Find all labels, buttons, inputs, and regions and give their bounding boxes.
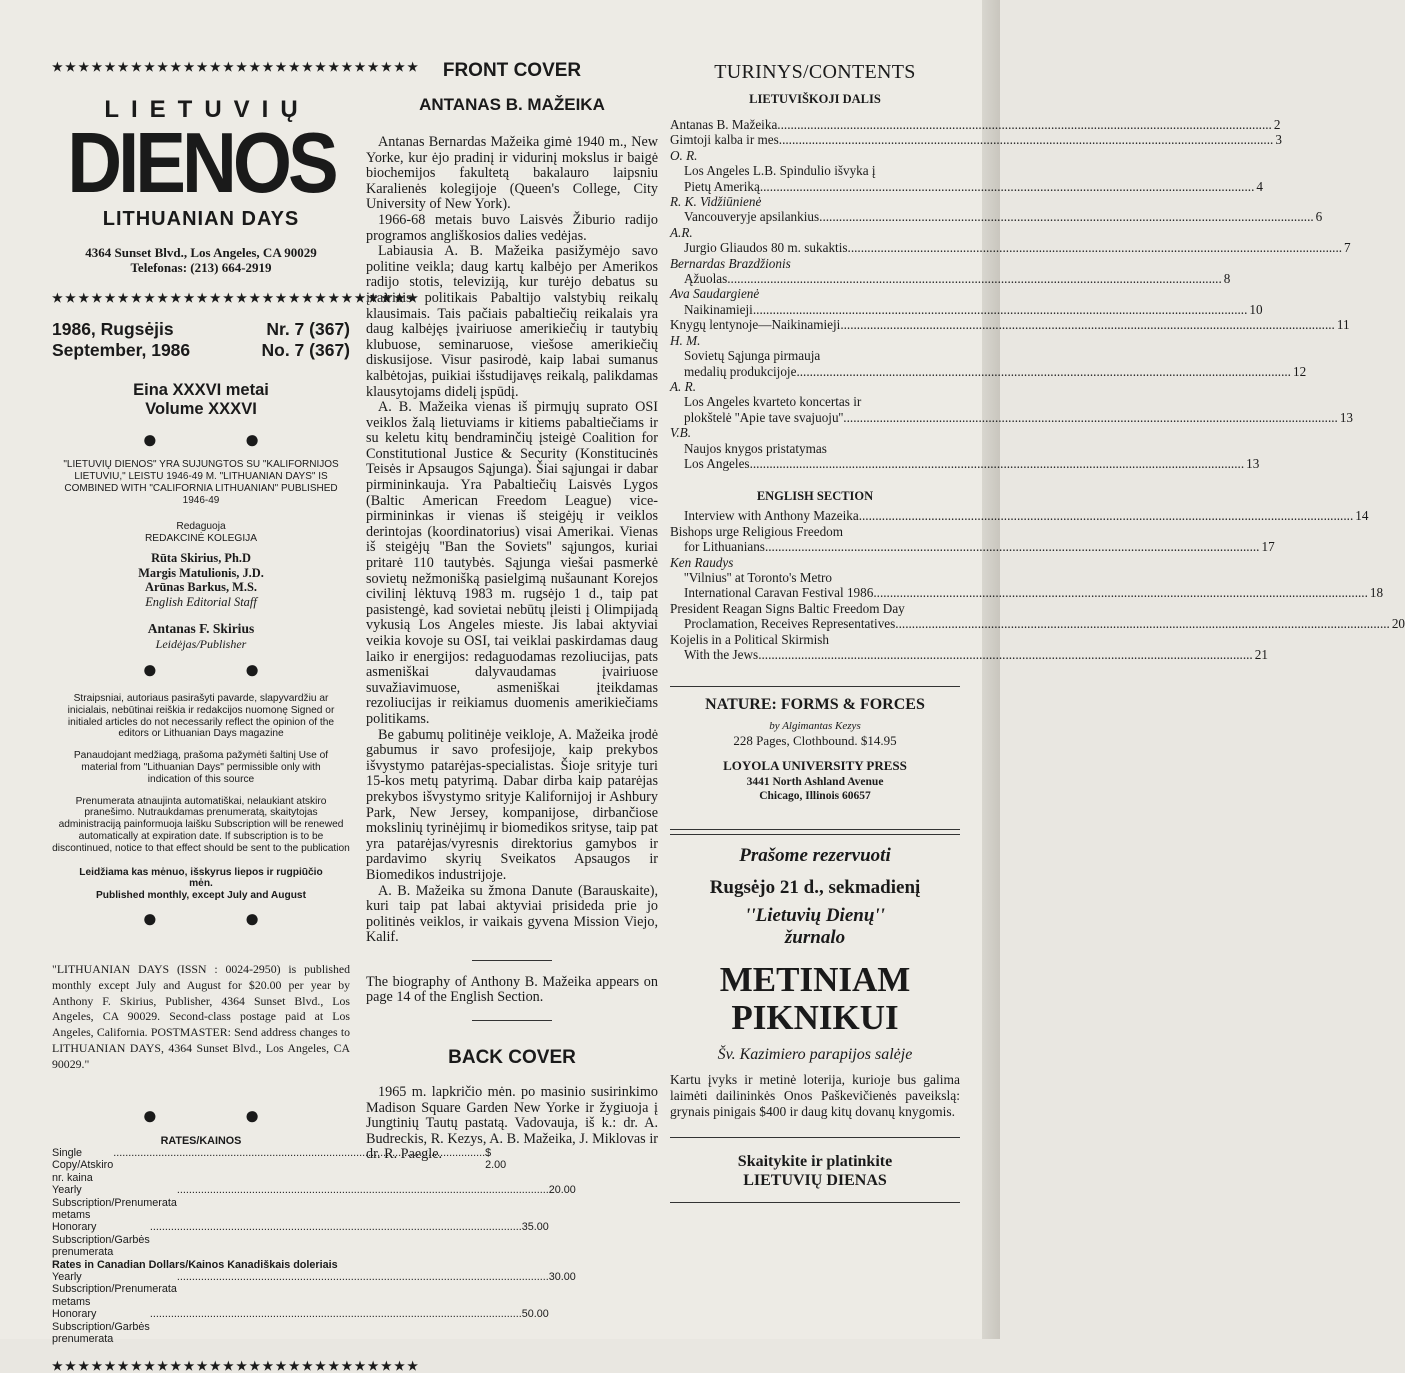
publisher-title: Leidėjas/Publisher (155, 637, 247, 651)
article-paragraph: Be gabumų politinėje veikloje, A. Mažeika įrodė gabumus ir savo profesijoje, kaip prekybos išvystymo patarėjas-specialistas. Šioje srityje turi 15-kos metų patyrimą. Dabar dirba kaip patarėjas prekybos išvystymo srityje Kalifornijoj ir Ashbury Park, New Jersey, kompanijose, dirbančiose mokslinių tyrinėjimų ir biomedikos srityse, taip pat yra patarėjas/vyresnis direktorius gamybos ir pardavimo skyrių Sveikatos Apsaugos ir Biomedikos industrijoje. (366, 726, 658, 883)
picnic-location: Šv. Kazimiero parapijos salėje (717, 1046, 913, 1064)
article-paragraph: A. B. Mažeika vienas iš pirmųjų suprato OSI veiklos žalą lietuviams ir kitiems pabaltiečiams ir su keletu kitų bendraminčių įsteigė Coalition for Constitutional Justice & Security (Konstitucinės Teisės ir Apsaugos Sąjunga). Šiai sąjungai ir dabar pirmininkauja. Yra Pabaltiečių Laisvės Lygos (Baltic American Freedom League) vice-pirmininkas ir vienas iš steigėjų ir veiklos derintojas (koordinatorius) visai Amerikai. Vienas iš steigėjų ''Ban the Soviets'' sąjungos, kuriai pritarė 110 tautybės. Sąjunga viešai pasmerkė sovietų nežmonišką pasielgimą nušaunant Korejos civilinį lėktuvą 1983 m. rugsėjo 1 d., taip pat pasistengė, kad sovietai nebūtų įleisti į Olimpijadą vykusią Los Angeles mieste. Jis labai aktyviai veikia kovoje su OSI, tai veiklai paskirdamas daug laiko ir energijos: redaguodamas rezoliucijas, pats asmeniškai dalyvaudamas įvairiuose suvažiavimuose, asmeniškai įteikdamas rezoliucijas ir reikiamus duomenis amerikiečiams politikams. (366, 399, 658, 727)
contents-heading: TURINYS/CONTENTS (714, 61, 916, 83)
toc-title: Interview with Anthony Mazeika (684, 508, 859, 524)
toc-title: Antanas B. Mažeika (670, 117, 778, 132)
toc-entry (670, 647, 1268, 662)
issue-date-lt: 1986, Rugsėjis (52, 319, 174, 339)
cover-story-column (366, 0, 658, 1163)
book-ad-details: 228 Pages, Clothbound. $14.95 (733, 733, 897, 749)
rate-row: Yearly Subscription/Prenumerata metams ..... 30.00 (52, 1271, 350, 1308)
toc-author: H. M. (670, 332, 701, 348)
lt-section-heading: LIETUVIŠKOJI DALIS (749, 92, 881, 106)
toc-title: Los Angeles L.B. Spindulio išvyka į (684, 163, 876, 179)
volume-lt: Eina XXXVI metai (133, 381, 269, 399)
editor-name: Arūnas Barkus, M.S. (145, 580, 257, 594)
section-rule (670, 829, 960, 830)
combined-notice: "LIETUVIŲ DIENOS" YRA SUJUNGTOS SU "KALIFORNIJOS LIETUVIU," LEISTU 1946-49 M. "LITHUANIAN DAYS" IS COMBINED WITH "CALIFORNIA LITHUANIAN" PUBLISHED 1946-49 (63, 459, 339, 506)
published-monthly-lt: Leidžiama kas mėnuo, išskyrus liepos ir rugpiūčio mėn. (79, 866, 323, 890)
toc-entry (670, 348, 960, 363)
toc-entry (670, 240, 1351, 256)
toc-entry (670, 632, 960, 647)
toc-entry (670, 363, 1307, 379)
book-ad-author: by Algimantas Kezys (769, 720, 861, 733)
toc-title: International Caravan Festival 1986 (684, 585, 874, 601)
toc-title: ''Vilnius'' at Toronto's Metro (684, 569, 833, 585)
toc-title: Proclamation, Receives Representatives (684, 616, 896, 632)
toc-page-number: 21 (1254, 647, 1268, 662)
toc-author: Ava Saudargienė (670, 286, 760, 302)
toc-title: With the Jews (684, 647, 759, 662)
section-rule (670, 1202, 960, 1203)
picnic-reserve: Prašome rezervuoti (739, 845, 891, 867)
bullet-divider: ● ● (142, 903, 300, 933)
toc-author: A.R. (670, 224, 693, 240)
toc-title: Naujos knygos pristatymas (684, 440, 827, 456)
toc-page-number: 10 (1249, 301, 1263, 317)
toc-entry (670, 209, 1323, 225)
section-rule (670, 834, 960, 835)
toc-title: Naikinamieji (684, 301, 753, 317)
phone: Telefonas: (213) 664-2919 (130, 260, 272, 275)
notice-signed-articles: Straipsniai, autoriaus pasirašyti pavarde, slapyvardžiu ar inicialais, nebūtinai reiškia ir redakcijos nuomonę Signed or initialed articles do not necessarily reflect the opinion of the editors or Lithuanian Days magazine (67, 693, 335, 740)
toc-author: A. R. (670, 378, 697, 394)
editorial-board-label: REDAKCINĖ KOLEGIJA (144, 533, 258, 544)
toc-page-number: 13 (1246, 455, 1260, 471)
picnic-title-1: METINIAM (719, 960, 911, 1000)
toc-entry (670, 271, 1231, 287)
volume-en: Volume XXXVI (145, 400, 257, 418)
notice-subscription: Prenumerata atnaujinta automatiškai, nelaukiant atskiro pranešimo. Nutraukdamas prenumeratą, skaitytojas administraciją painformuoja laišku Subscription will be renewed automatically at expiration date. If subscription is to be discontinued, notice to that effect should be sent to the publication (52, 795, 350, 854)
rates-canada-title: Rates in Canadian Dollars/Kainos Kanadiškais doleriais (52, 1258, 338, 1271)
picnic-title-2: PIKNIKUI (731, 998, 899, 1038)
rates-list (52, 1146, 576, 1346)
title-lithuanian-days: LITHUANIAN DAYS (102, 208, 300, 230)
published-monthly-en: Published monthly, except July and August (95, 890, 306, 902)
issue-line-lt (52, 319, 350, 340)
toc-author: O. R. (670, 147, 698, 163)
toc-entry (670, 570, 960, 585)
toc-entry (670, 394, 960, 409)
toc-page-number: 17 (1261, 539, 1275, 555)
toc-author: R. K. Vidžiūnienė (670, 194, 762, 210)
page-binding-edge (982, 0, 1000, 1339)
toc-entry (670, 508, 1369, 524)
front-cover-name: ANTANAS B. MAŽEIKA (419, 95, 605, 114)
editorial-staff-label: English Editorial Staff (145, 594, 257, 609)
book-ad-press: LOYOLA UNIVERSITY PRESS (723, 758, 907, 774)
toc-entry (670, 539, 1275, 555)
star-divider: ★★★★★★★★★★★★★★★★★★★★★★★★★★★★ (52, 1359, 421, 1373)
toc-title: medalių produkcijoje (684, 363, 797, 379)
toc-page-number: 7 (1344, 240, 1351, 256)
bullet-divider: ● ● (142, 1100, 300, 1130)
title-dienos: DIENOS (67, 115, 335, 212)
issn-statement: "LITHUANIAN DAYS (ISSN : 0024-2950) is published monthly except July and August for $20.00 per year by Anthony F. Skirius, Publisher, 4364 Sunset Blvd., Los Angeles, CA 90029. Second-class postage paid at Los Angeles, California. POSTMASTER: Send address changes to LITHUANIAN DAYS, 4364 Sunset Blvd., Los Angeles, CA 90029." (52, 961, 350, 1071)
toc-author: Ken Raudys (670, 554, 734, 570)
issue-line-en (52, 340, 350, 361)
toc-title: plokštelė ''Apie tave svajuoju'' (684, 409, 844, 425)
rates-title: RATES/KAINOS (160, 1134, 242, 1147)
toc-author: V.B. (670, 425, 692, 441)
toc-title: Los Angeles (684, 455, 750, 471)
toc-title: Knygų lentynoje—Naikinamieji (670, 317, 841, 333)
toc-entry (670, 117, 1281, 132)
bullet-divider: ● ● (142, 425, 300, 454)
toc-entry (670, 524, 960, 539)
picnic-date: Rugsėjo 21 d., sekmadienį (709, 877, 921, 899)
toc-page-number: 8 (1223, 271, 1231, 287)
bullet-divider: ● ● (142, 655, 300, 684)
toc-page-number: 3 (1275, 132, 1282, 148)
en-section-heading: ENGLISH SECTION (756, 489, 874, 504)
issue-number-lt: Nr. 7 (367) (266, 319, 350, 339)
toc-entry (670, 178, 1263, 194)
article-paragraph: A. B. Mažeika su žmona Danute (Barauskaite), kuri taip pat labai aktyviai prisideda prie jo politinės veiklos, ir vaikais gyvena Mission Viejo, Kalif. (366, 882, 658, 946)
address: 4364 Sunset Blvd., Los Angeles, CA 90029 (85, 245, 317, 260)
read-distribute-title: LIETUVIŲ DIENAS (743, 1172, 887, 1190)
section-rule (670, 686, 960, 687)
front-cover-article (366, 135, 658, 946)
toc-entry (670, 163, 960, 178)
issue-number-en: No. 7 (367) (261, 340, 350, 360)
toc-page-number: 14 (1355, 508, 1369, 524)
toc-entry (670, 585, 1384, 601)
toc-entry (670, 132, 1282, 148)
toc-title: Pietų Ameriką (684, 178, 760, 194)
toc-entry (670, 301, 1263, 317)
article-paragraph: Labiausia A. B. Mažeika pasižymėjo savo politine veikla; daug kartų kalbėjo per Amerikos radijo stotis, televiziją, kur turėjo debatus su įvairiais politikais Pabaltijo valstybių reikalų klausimais. Tais pačiais pabaltiečių reikalais yra daug kalbėjęs įvairiuose amerikiečių ir tautybių klubuose, seminaruose, viešose amerikiečių diskusijose. Visur pasirodė, kaip labai sumanus kalbėtojas, puikiai išstudijavęs reikalą, palikdamas klausytojams didelį įspūdį. (366, 243, 658, 400)
title-lietuviu: LIETUVIŲ (104, 96, 310, 123)
toc-title: for Lithuanians (684, 539, 765, 555)
toc-entry (670, 455, 1260, 471)
rate-row: Yearly Subscription/Prenumerata metams ..... 20.00 (52, 1184, 350, 1221)
short-rule (472, 960, 552, 961)
toc-entry (670, 409, 1354, 425)
notice-material-use: Panaudojant medžiagą, prašoma pažymėti šaltinį Use of material from "Lithuanian Days" permissible only with indication of this source (73, 750, 329, 785)
publisher-name: Antanas F. Skirius (147, 621, 255, 636)
toc-entry (670, 601, 960, 616)
star-divider: ★★★★★★★★★★★★★★★★★★★★★★★★★★★★ (52, 291, 421, 305)
rate-row: Single Copy/Atskiro nr. kaina ..... $ 2.00 (52, 1147, 350, 1184)
rate-row: Honorary Subscription/Garbės prenumerata ..... 50.00 (52, 1308, 350, 1345)
toc-page-number: 12 (1292, 363, 1307, 379)
toc-entry (670, 317, 1350, 333)
toc-title: Bishops urge Religious Freedom (670, 523, 844, 539)
picnic-magazine-name: ''Lietuvių Dienų'' (745, 905, 885, 927)
toc-page-number: 11 (1336, 317, 1350, 333)
biography-note: The biography of Anthony B. Mažeika appears on page 14 of the English Section. (366, 973, 658, 1006)
issue-date-en: September, 1986 (52, 340, 191, 360)
toc-entry (670, 441, 960, 456)
toc-page-number: 4 (1256, 178, 1263, 194)
toc-page-number: 20 (1391, 616, 1405, 632)
contents-column (670, 0, 1405, 1203)
toc-title: Kojelis in a Political Skirmish (670, 631, 829, 647)
toc-title: Ąžuolas (684, 271, 728, 287)
toc-author: Bernardas Brazdžionis (670, 255, 791, 271)
toc-title: Gimtoji kalba ir mes (670, 132, 779, 148)
redaguoja-label: Redaguoja (176, 521, 226, 532)
article-paragraph: Antanas Bernardas Mažeika gimė 1940 m., New Yorke, kur ėjo pradinį ir vidurinį mokslus ir baigė biochemijos fakultetą bakalauro laipsniu Karalienės kolegijoje (Queen's College, City University of New York). (366, 134, 658, 213)
back-cover-heading: BACK COVER (448, 1047, 576, 1069)
toc-page-number: 2 (1273, 117, 1281, 132)
book-ad-title: NATURE: FORMS & FORCES (705, 696, 925, 714)
toc-entry (670, 616, 1405, 632)
toc-title: Los Angeles kvarteto koncertas ir (684, 394, 862, 410)
section-rule (670, 1137, 960, 1138)
toc-title: Sovietų Sąjunga pirmauja (684, 348, 821, 364)
picnic-zurnalo: žurnalo (784, 927, 846, 949)
editor-name: Margis Matulionis, J.D. (138, 565, 264, 580)
toc-page-number: 13 (1339, 409, 1354, 425)
toc-title: President Reagan Signs Baltic Freedom Day (670, 600, 905, 616)
toc-page-number: 6 (1315, 209, 1323, 225)
toc-lt-list (670, 117, 1354, 471)
toc-title: Vancouveryje apsilankius (684, 209, 820, 225)
article-paragraph: 1966-68 metais buvo Laisvės Žiburio radijo programos angliškosios dalies vedėjas. (366, 211, 658, 244)
front-cover-heading: FRONT COVER (442, 60, 582, 81)
picnic-details: Kartu įvyks ir metinė loterija, kurioje bus galima laimėti dailininkės Onos Paškevičienės paveikslą: grynais pinigais $400 ir daug kitų dovanų knygomis. (670, 1072, 960, 1119)
book-ad-city: Chicago, Illinois 60657 (759, 790, 871, 803)
toc-en-list (670, 508, 1405, 662)
toc-title: Jurgio Gliaudos 80 m. sukaktis (684, 240, 848, 256)
editor-name: Rūta Skirius, Ph.D (151, 551, 251, 565)
star-divider: ★★★★★★★★★★★★★★★★★★★★★★★★★★★★ (52, 60, 421, 74)
rate-row: Honorary Subscription/Garbės prenumerata ..... 35.00 (52, 1221, 350, 1258)
toc-page-number: 18 (1369, 585, 1384, 601)
short-rule (472, 1020, 552, 1021)
read-distribute: Skaitykite ir platinkite (737, 1153, 893, 1171)
back-cover-text: 1965 m. lapkričio mėn. po masinio susirinkimo Madison Square Garden New Yorke ir žygiuoja į Jungtinių Tautų pastatą. Vadovauja, iš k.: dr. A. Budreckis, R. Kezys, A. B. Mažeika, J. Miklovas ir dr. R. Paegle. (366, 1084, 658, 1163)
book-ad-address: 3441 North Ashland Avenue (746, 776, 884, 789)
